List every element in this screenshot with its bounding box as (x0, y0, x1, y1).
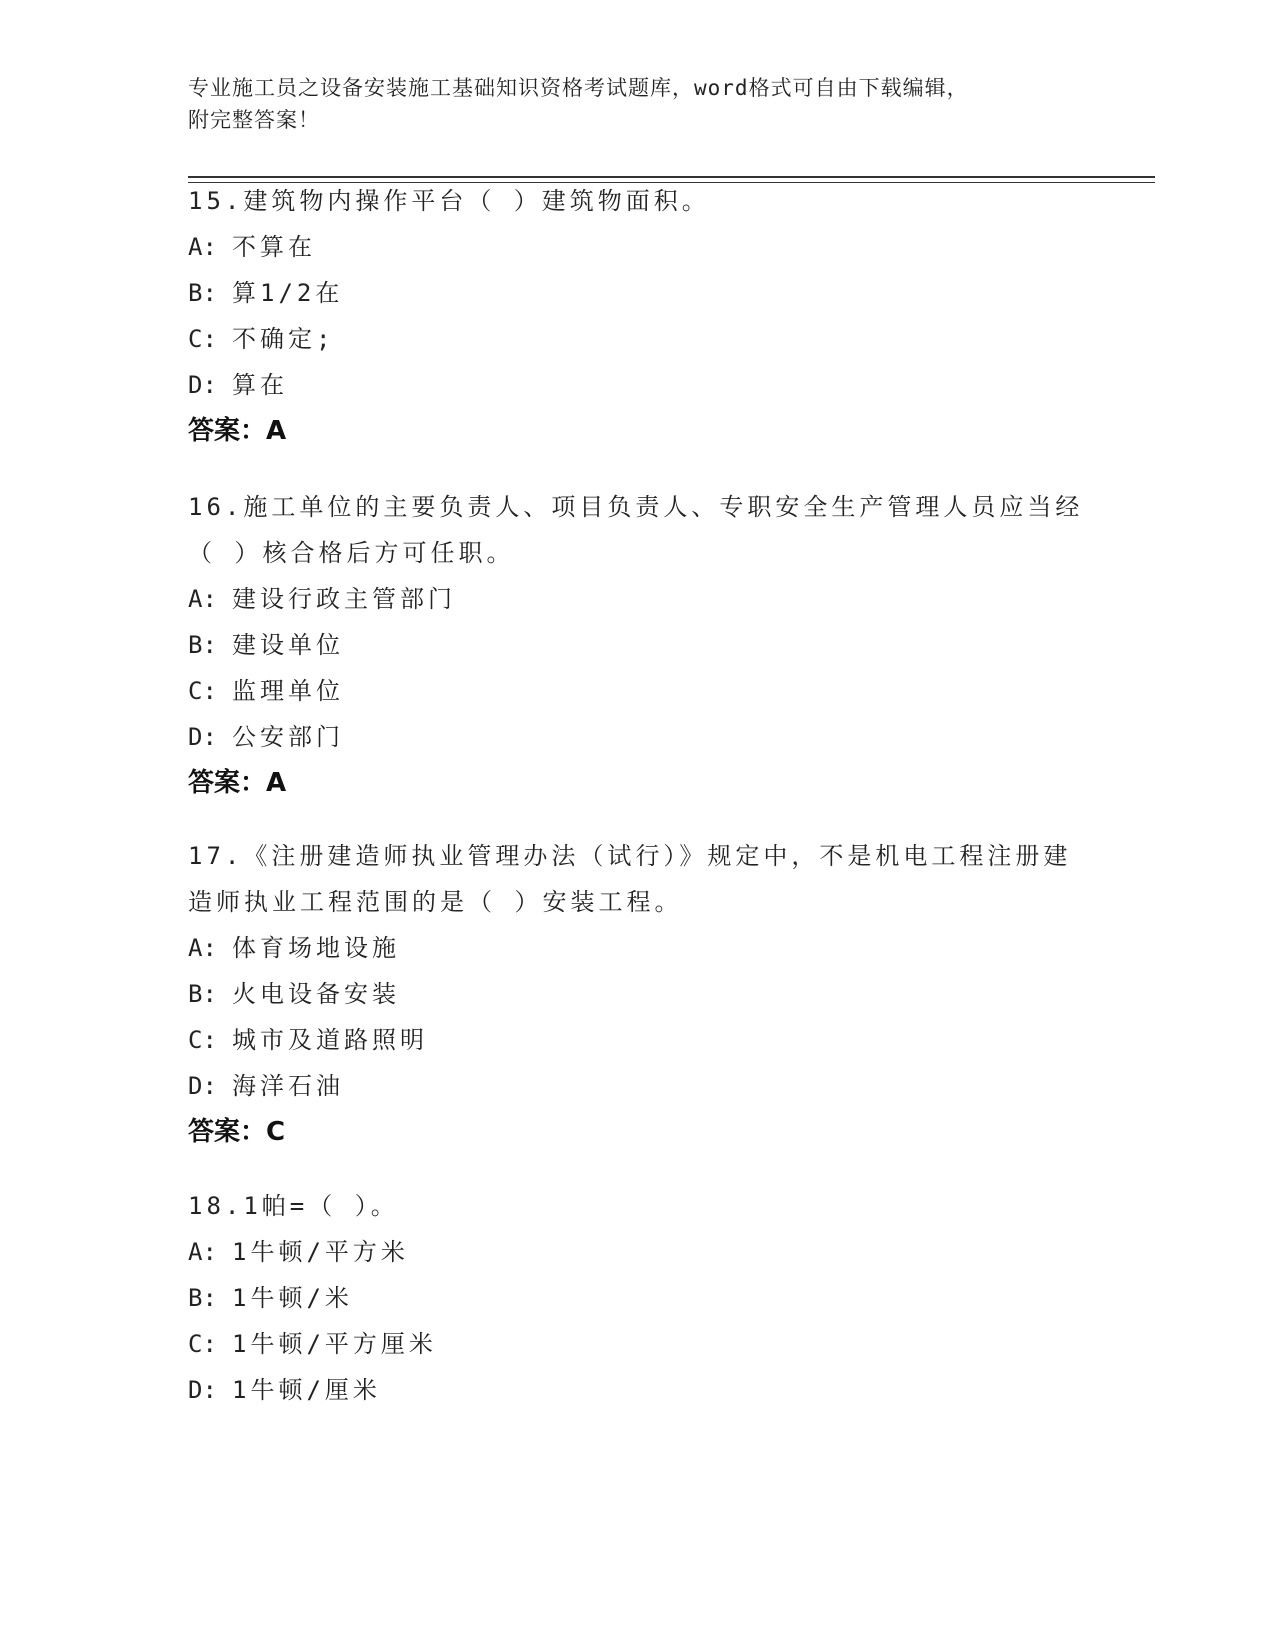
option-d (188, 1063, 1088, 1109)
option-letter: A: (188, 233, 217, 261)
question-stem: 18.1帕=（ ）。 (188, 1192, 399, 1220)
question-15 (188, 178, 1088, 454)
option-b (188, 622, 1088, 668)
option-letter: B: (188, 631, 217, 659)
option-text: 建设单位 (232, 631, 344, 659)
option-letter: C: (188, 1330, 217, 1358)
header-line-2: 附完整答案！ (188, 108, 320, 132)
option-letter: C: (188, 325, 217, 353)
answer-value: C (266, 1117, 286, 1147)
option-d (188, 362, 1088, 408)
option-a (188, 224, 1088, 270)
question-stem: 16.施工单位的主要负责人、项目负责人、专职安全生产管理人员应当经（ ）核合格后方可任职。 (188, 493, 1084, 567)
option-b (188, 1275, 1088, 1321)
option-c (188, 1321, 1088, 1367)
option-d (188, 714, 1088, 760)
option-letter: D: (188, 1072, 217, 1100)
option-text: 1牛顿/厘米 (232, 1376, 381, 1404)
option-letter: D: (188, 723, 217, 751)
option-letter: A: (188, 1238, 217, 1266)
option-text: 不算在 (232, 233, 316, 261)
question-stem: 15.建筑物内操作平台（ ）建筑物面积。 (188, 187, 710, 215)
option-letter: C: (188, 1026, 217, 1054)
option-text: 1牛顿/平方厘米 (232, 1330, 437, 1358)
answer-label: 答案： (188, 768, 267, 798)
option-letter: B: (188, 279, 217, 307)
option-b (188, 971, 1088, 1017)
header-line-1: 专业施工员之设备安装施工基础知识资格考试题库，word格式可自由下载编辑， (188, 76, 969, 100)
answer-label: 答案： (188, 1117, 267, 1147)
question-17 (188, 833, 1088, 1155)
option-text: 算在 (232, 371, 288, 399)
option-text: 城市及道路照明 (232, 1026, 428, 1054)
question-16 (188, 484, 1088, 806)
option-text: 1牛顿/米 (232, 1284, 353, 1312)
option-c (188, 1017, 1088, 1063)
option-d (188, 1367, 1088, 1413)
question-stem: 17.《注册建造师执业管理办法（试行）》规定中，不是机电工程注册建造师执业工程范围的是（ ）安装工程。 (188, 842, 1072, 916)
option-c (188, 316, 1088, 362)
option-text: 监理单位 (232, 677, 344, 705)
option-letter: D: (188, 371, 217, 399)
answer-line (188, 408, 1088, 454)
option-text: 不确定; (232, 325, 335, 353)
option-letter: C: (188, 677, 217, 705)
option-a (188, 1229, 1088, 1275)
option-letter: A: (188, 585, 217, 613)
option-text: 火电设备安装 (232, 980, 400, 1008)
answer-label: 答案： (188, 416, 267, 446)
option-letter: A: (188, 934, 217, 962)
option-text: 建设行政主管部门 (232, 585, 456, 613)
option-c (188, 668, 1088, 714)
document-header (188, 72, 1068, 136)
option-text: 算1/2在 (232, 279, 344, 307)
option-text: 1牛顿/平方米 (232, 1238, 409, 1266)
option-text: 公安部门 (232, 723, 344, 751)
option-a (188, 576, 1088, 622)
answer-value: A (266, 416, 287, 446)
option-letter: B: (188, 980, 217, 1008)
option-text: 体育场地设施 (232, 934, 400, 962)
option-text: 海洋石油 (232, 1072, 344, 1100)
option-letter: B: (188, 1284, 217, 1312)
answer-line (188, 1109, 1088, 1155)
answer-value: A (266, 768, 287, 798)
question-18 (188, 1183, 1088, 1413)
option-a (188, 925, 1088, 971)
option-b (188, 270, 1088, 316)
answer-line (188, 760, 1088, 806)
option-letter: D: (188, 1376, 217, 1404)
